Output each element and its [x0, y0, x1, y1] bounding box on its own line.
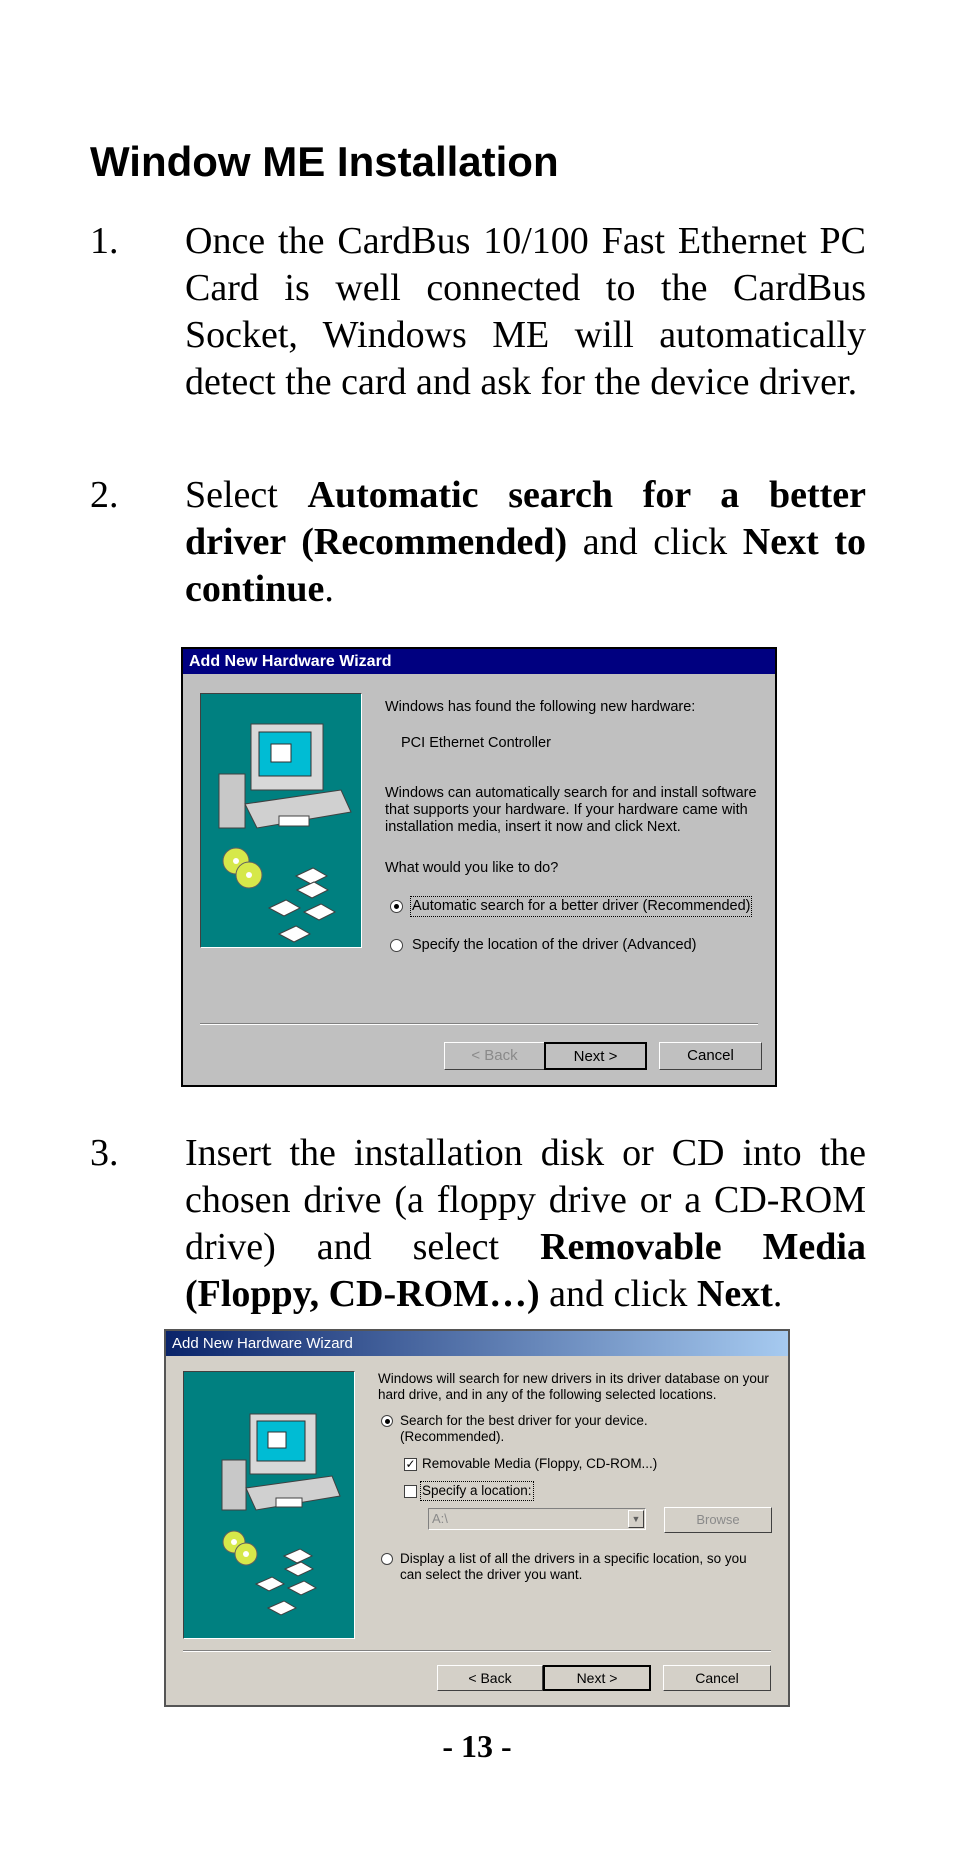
step-number: 3.: [90, 1132, 119, 1174]
checkbox-removable-media[interactable]: ✓: [405, 1457, 416, 1471]
wizard-dialog-1: [181, 647, 777, 1087]
separator: [200, 1023, 758, 1025]
step-1: [90, 218, 866, 458]
chevron-down-icon[interactable]: ▼: [628, 1510, 644, 1528]
cancel-button[interactable]: Cancel: [659, 1042, 762, 1070]
radio-automatic-search[interactable]: [390, 900, 403, 913]
intro-text: Windows will search for new drivers in its driver database on your hard drive, and in any of the following selected locations.: [378, 1371, 769, 1402]
browse-button[interactable]: Browse: [664, 1507, 772, 1533]
location-combobox[interactable]: [428, 1508, 646, 1530]
next-button[interactable]: Next >: [544, 1042, 647, 1070]
step-3: [90, 1130, 866, 1320]
wizard-illustration: [200, 693, 362, 948]
step-2: [90, 472, 866, 622]
checkbox-specify-location[interactable]: [404, 1485, 417, 1498]
page-number: - 13 -: [442, 1728, 512, 1764]
computer-disks-icon: [201, 694, 361, 947]
step-number: 2.: [90, 474, 119, 516]
step-text: Once the CardBus 10/100 Fast Ethernet PC Card is well connected to the CardBus Socket, Windows ME will automatically detect the card and ask for the device driver.: [185, 220, 866, 403]
info-text: Windows can automatically search for and install software that supports your hardware. If your hardware came with installation media, insert it now and click Next.: [385, 785, 757, 835]
option-automatic-label[interactable]: Automatic search for a better driver (Recommended): [412, 898, 751, 914]
device-name: PCI Ethernet Controller: [401, 735, 551, 751]
location-value: A:\: [432, 1511, 448, 1526]
dialog-title: Add New Hardware Wizard: [183, 649, 775, 674]
page-title: Window ME Installation: [90, 138, 559, 185]
cancel-button[interactable]: Cancel: [663, 1665, 771, 1691]
option-list-label[interactable]: Display a list of all the drivers in a specific location, so you can select the driver you want.: [400, 1551, 747, 1582]
specify-location-label[interactable]: Specify a location:: [422, 1483, 532, 1498]
back-button[interactable]: < Back: [437, 1665, 543, 1691]
computer-disks-icon: [184, 1372, 354, 1638]
radio-search-best[interactable]: [381, 1415, 393, 1427]
wizard-dialog-2: [164, 1329, 790, 1707]
step-text: Insert the installation disk or CD into the chosen drive (a floppy drive or a CD-ROM drive) and select Removable Media (Floppy, CD-ROM…) and click Next.: [185, 1132, 866, 1315]
removable-media-label[interactable]: Removable Media (Floppy, CD-ROM...): [422, 1456, 658, 1471]
step-number: 1.: [90, 220, 119, 262]
radio-specify-location[interactable]: [390, 939, 403, 952]
found-hardware-text: Windows has found the following new hardware:: [385, 699, 696, 715]
step-text: Select Automatic search for a better driver (Recommended) and click Next to continue.: [185, 474, 866, 610]
radio-display-list[interactable]: [381, 1553, 393, 1565]
back-button[interactable]: < Back: [444, 1042, 545, 1070]
option-search-label[interactable]: Search for the best driver for your device. (Recommended).: [400, 1413, 648, 1444]
next-button[interactable]: Next >: [543, 1665, 651, 1691]
dialog-title: Add New Hardware Wizard: [166, 1331, 788, 1356]
wizard-illustration: [183, 1371, 355, 1639]
option-specify-label[interactable]: Specify the location of the driver (Advanced): [412, 937, 697, 953]
separator: [183, 1650, 771, 1652]
question-text: What would you like to do?: [385, 860, 559, 876]
